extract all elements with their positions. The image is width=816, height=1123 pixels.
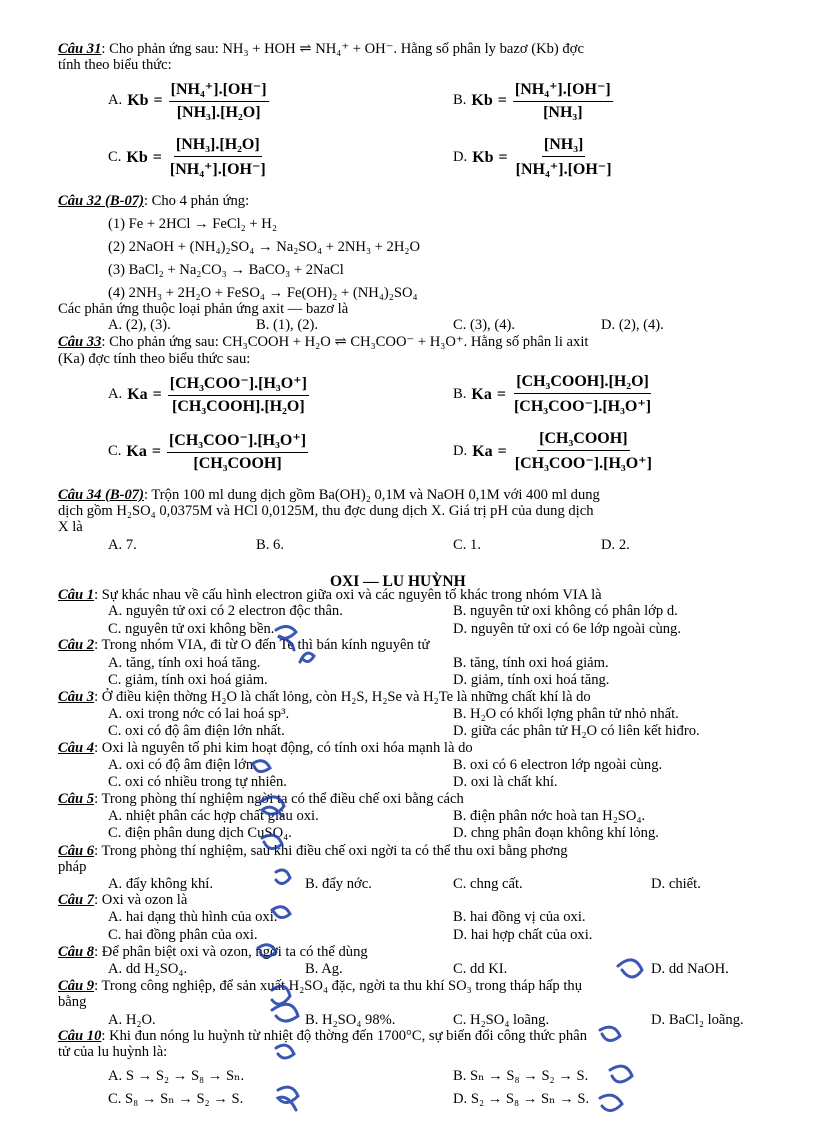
q32-question: Các phản ứng thuộc loại phản ứng axit — bazơ là [58,301,349,317]
q6-option-a: A. đẩy không khí. [108,876,213,892]
q4-option-c: C. oxi có nhiều trong tự nhiên. [108,774,287,790]
q34-text-3: X là [58,519,83,535]
q9-line-1: Câu 9: Trong công nghiệp, để sản xuất H₂SO₄ đặc, ngời ta thu khí SO₃ trong tháp hấp thụ [58,978,583,994]
q33-line-1: Câu 33: Cho phản ứng sau: CH₃COOH + H₂O ⇌ CH₃COO⁻ + H₃O⁺. Hằng số phân li axit [58,334,589,350]
q34-option-c: C. 1. [453,537,481,553]
q6-label: Câu 6 [58,843,95,859]
q3-option-b: B. H₂O có khối lợng phân tử nhỏ nhất. [453,706,679,722]
q5-option-a: A. nhiệt phân các hợp chất giàu oxi. [108,808,319,824]
q9-option-c: C. H₂SO₄ loãng. [453,1012,550,1028]
q31-text-1: : Cho phản ứng sau: NH₃ + HOH ⇌ NH₄⁺ + OH⁻. Hằng số phân ly bazơ (Kb) đợc [101,41,584,57]
q4-line-1: Câu 4: Oxi là nguyên tố phi kim hoạt động, có tính oxi hóa mạnh là do [58,740,473,756]
q4-option-d: D. oxi là chất khí. [453,774,558,790]
q9-option-a: A. H₂O. [108,1012,156,1028]
q9-label: Câu 9 [58,978,95,994]
q34-option-a: A. 7. [108,537,137,553]
q10-option-b: B. Sₙ → S₈ → S₂ → S. [453,1068,589,1084]
q5-label: Câu 5 [58,791,95,807]
q1-option-b: B. nguyên tử oxi không có phân lớp d. [453,603,678,619]
q32-reaction-2: (2) 2NaOH + (NH₄)₂SO₄ → Na₂SO₄ + 2NH₃ + 2H₂O [108,239,421,255]
q7-option-a: A. hai dạng thù hình của oxi. [108,909,278,925]
q10-line-2: tử của lu huỳnh là: [58,1044,168,1060]
q8-label: Câu 8 [58,944,95,960]
q31-option-a: A. Kb = $\frac{\text{[NH₄⁺].[OH⁻]}}{\text{[NH₃].[H₂O]}}$ [108,81,267,121]
q8-line-1: Câu 8: Để phân biệt oxi và ozon, ngời ta có thể dùng [58,944,368,960]
q1-line-1: Câu 1: Sự khác nhau về cấu hình electron giữa oxi và các nguyên tố khác trong nhóm VIA là [58,587,602,603]
q33-text-2: (Ka) đợc tính theo biểu thức sau: [58,351,251,367]
q1-option-c: C. nguyên tử oxi không bền. [108,621,275,637]
q10-option-d: D. S₂ → S₈ → Sₙ → S. [453,1091,590,1107]
q33-option-a: A. Ka = [CH₃COO⁻].[H₃O⁺] [CH₃COOH].[H₂O] [108,375,307,415]
q7-option-c: C. hai đồng phân của oxi. [108,927,258,943]
q4-option-a: A. oxi có độ âm điện lớn. [108,757,257,773]
q33-option-b: B. Ka = [CH₃COOH].[H₂O] [CH₃COO⁻].[H₃O⁺] [453,373,652,415]
q3-line-1: Câu 3: Ở điều kiện thờng H₂O là chất lỏng, còn H₂S, H₂Se và H₂Te là những chất khí là do [58,689,591,705]
q2-option-d: D. giảm, tính oxi hoá tăng. [453,672,610,688]
q4-label: Câu 4 [58,740,95,756]
q6-option-c: C. chng cất. [453,876,523,892]
q6-option-d: D. chiết. [651,876,701,892]
q1-option-d: D. nguyên tử oxi có 6e lớp ngoài cùng. [453,621,682,637]
q2-option-b: B. tăng, tính oxi hoá giảm. [453,655,609,671]
q32-label: Câu 32 (B-07) [58,193,144,209]
q5-option-d: D. chng phân đoạn không khí lỏng. [453,825,659,841]
q7-option-d: D. hai hợp chất của oxi. [453,927,593,943]
q32-option-a: A. (2), (3). [108,317,171,333]
q6-line-1: Câu 6: Trong phòng thí nghiệm, sau khi điều chế oxi ngời ta có thể thu oxi bằng phơng [58,843,568,859]
q32-reaction-3: (3) BaCl₂ + Na₂CO₃ → BaCO₃ + 2NaCl [108,262,344,278]
q10-option-a: A. S → S₂ → S₈ → Sₙ. [108,1068,245,1084]
q3-label: Câu 3 [58,689,95,705]
q31-text-2: tính theo biểu thức: [58,57,172,73]
q8-option-b: B. Ag. [305,961,343,977]
q34-option-d: D. 2. [601,537,630,553]
q2-label: Câu 2 [58,637,95,653]
q7-option-b: B. hai đồng vị của oxi. [453,909,586,925]
q4-option-b: B. oxi có 6 electron lớp ngoài cùng. [453,757,663,773]
section-title: OXI — LU HUỲNH [330,573,466,590]
q8-option-c: C. dd KI. [453,961,508,977]
q2-option-c: C. giảm, tính oxi hoá giảm. [108,672,268,688]
q31-option-d: D. Kb = $\frac{\text{[NH₃]}}{\text{[NH₄⁺].[OH⁻]}}$ [453,136,612,178]
q31-option-b: B. Kb = $\frac{\text{[NH₄⁺].[OH⁻]}}{\text{[NH₃]}}$ [453,81,611,121]
q32-line-1: Câu 32 (B-07): Cho 4 phản ứng: [58,193,250,209]
q9-option-d: D. BaCl₂ loãng. [651,1012,744,1028]
q31-label: Câu 31 [58,41,102,57]
q3-option-d: D. giữa các phân tử H₂O có liên kết hiđro. [453,723,700,739]
q10-line-1: Câu 10: Khi đun nóng lu huỳnh từ nhiệt độ thờng đến 1700°C, sự biến đổi công thức phân [58,1028,587,1044]
q32-reaction-1: (1) Fe + 2HCl → FeCl₂ + H₂ [108,216,277,232]
q6-option-b: B. đẩy nớc. [305,876,372,892]
q8-option-d: D. dd NaOH. [651,961,729,977]
q9-line-2: bằng [58,994,87,1010]
q32-option-b: B. (1), (2). [256,317,319,333]
q5-option-b: B. điện phân nớc hoà tan H₂SO₄. [453,808,646,824]
q5-option-c: C. điện phân dung dịch CuSO₄. [108,825,292,841]
q1-label: Câu 1 [58,587,95,603]
q8-option-a: A. dd H₂SO₄. [108,961,188,977]
q6-line-2: pháp [58,859,87,875]
q33-option-d: D. Ka = [CH₃COOH] [CH₃COO⁻].[H₃O⁺] [453,430,652,472]
q32-option-d: D. (2), (4). [601,317,664,333]
q10-option-c: C. S₈ → Sₙ → S₂ → S. [108,1091,244,1107]
q34-text-2: dịch gồm H₂SO₄ 0,0375M và HCl 0,0125M, thu đợc dung dịch X. Giá trị pH của dung dịch [58,503,594,519]
q2-line-1: Câu 2: Trong nhóm VIA, đi từ O đến Te thì bán kính nguyên tử [58,637,430,653]
q5-line-1: Câu 5: Trong phòng thí nghiệm ngời ta có thể điều chế oxi bằng cách [58,791,464,807]
q3-option-a: A. oxi trong nớc có lai hoá sp³. [108,706,290,722]
q3-option-c: C. oxi có độ âm điện lớn nhất. [108,723,285,739]
q34-label: Câu 34 (B-07) [58,487,144,503]
q33-option-c: C. Ka = [CH₃COO⁻].[H₃O⁺] [CH₃COOH] [108,432,307,472]
q1-option-a: A. nguyên tử oxi có 2 electron độc thân. [108,603,343,619]
q7-label: Câu 7 [58,892,95,908]
q34-line-1: Câu 34 (B-07): Trộn 100 ml dung dịch gồm Ba(OH)₂ 0,1M và NaOH 0,1M với 400 ml dung [58,487,600,503]
q9-option-b: B. H₂SO₄ 98%. [305,1012,396,1028]
q32-option-c: C. (3), (4). [453,317,516,333]
q10-label: Câu 10 [58,1028,102,1044]
q2-option-a: A. tăng, tính oxi hoá tăng. [108,655,261,671]
q7-line-1: Câu 7: Oxi và ozon là [58,892,188,908]
q33-label: Câu 33 [58,334,102,350]
q32-reaction-4: (4) 2NH₃ + 2H₂O + FeSO₄ → Fe(OH)₂ + (NH₄)₂SO₄ [108,285,418,301]
q31-option-c: C. Kb = $\frac{\text{[NH₃].[H₂O]}}{\text{[NH₄⁺].[OH⁻]}}$ [108,136,266,178]
q34-option-b: B. 6. [256,537,284,553]
